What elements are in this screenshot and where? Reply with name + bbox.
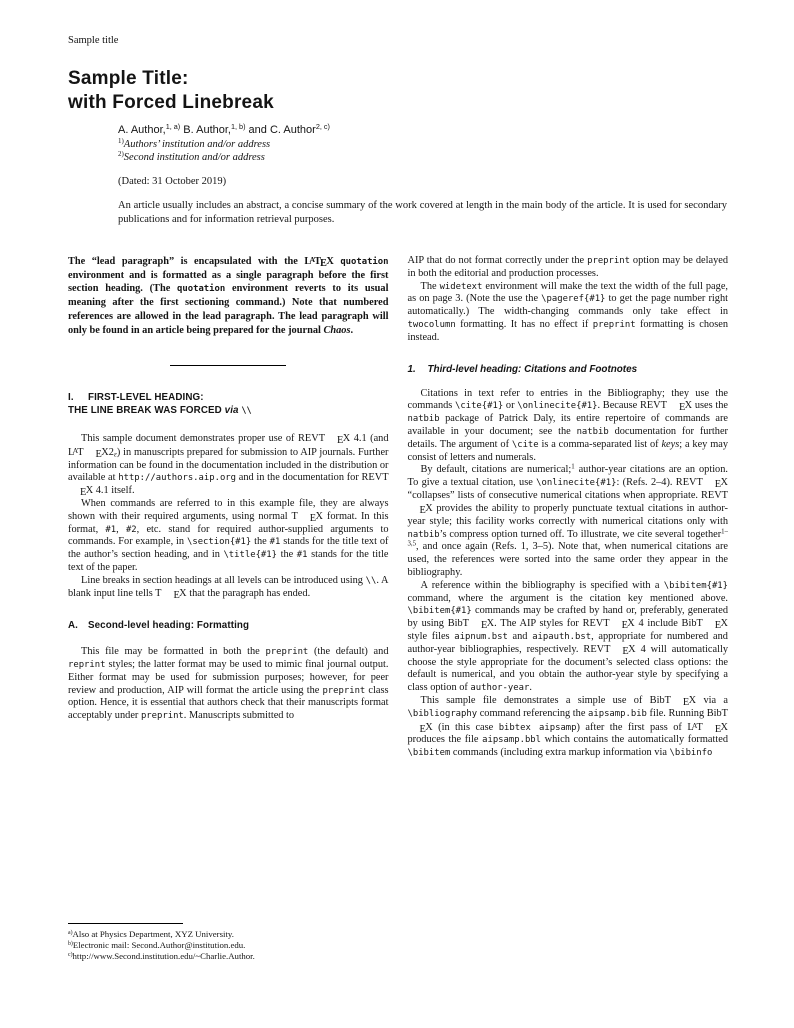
section-1-title: FIRST-LEVEL HEADING:: [88, 391, 204, 403]
footnote-a: $^{a)}$Also at Physics Department, XYZ University.: [68, 928, 234, 939]
section-1-number: I.: [68, 391, 74, 403]
authors-line: A. Author,$^{1, a)}$ B. Author,$^{1, b)}$ and C. Author$^{2, c)}$: [118, 122, 330, 137]
footnote-c: $^{c)}$http://www.Second.institution.edu/~Charlie.Author.: [68, 951, 255, 962]
subsubsection-heading-1: [408, 364, 729, 375]
paragraph: This sample file demonstrates a simple use of BibT EX via a \bibliography command referencing the aipsamp.bib file. Running BibTEX (in this case bibtex aipsamp) after the first pass of LAT EX produces the file aipsamp.bbl which contains the automatically formatted \bibitem commands (including extra markup information via \bibinfo: [407, 695, 728, 759]
dated-line: (Dated: 31 October 2019): [118, 175, 227, 187]
affiliation-1: $^{1)}$Authors’ institution and/or address: [118, 138, 271, 151]
footnote-b: $^{b)}$Electronic mail: Second.Author@institution.edu.: [68, 940, 246, 951]
page-title: [68, 67, 728, 115]
subsubsection-1-number: 1.: [407, 363, 416, 375]
right-column: [408, 255, 729, 963]
affiliation-2: $^{2)}$Second institution and/or address: [118, 151, 265, 164]
paragraph: AIP that do not format correctly under the preprint option may be delayed in both the editorial and production processes.: [407, 254, 728, 279]
subsection-heading-a: [68, 619, 389, 633]
paragraph: This file may be formatted in both the preprint (the default) and reprint styles; the latter format may be used to mimic final journal output. Either format may be used for submission purposes; however, for peer review and production, AIP will format the article using the preprint class option. Hence, it is essential that authors check that their manuscripts format acceptably under preprint. Manuscripts submitted to: [68, 646, 389, 722]
footnote-spacer: [68, 723, 389, 923]
title-line-2: with Forced Linebreak: [68, 92, 274, 114]
two-column-body: [68, 255, 728, 963]
paragraph: A reference within the bibliography is specified with a \bibitem{#1} command, where the argument is the citation key mentioned above. \bibitem{#1} commands may be crafted by hand or, preferably, generated by using BibT EX. The AIP styles for REVT EX 4 include BibT EX style files aipnum.bst and aipauth.bst, appropriate for numbered and author-year bibliographies, respectively. REVT EX 4 will automatically choose the style appropriate for the document’s selected class options: the default is numerical, and you obtain the author-year style by specifying a class option of author-year.: [407, 579, 728, 694]
paragraph: Citations in text refer to entries in the Bibliography; they use the commands \cite{#1} or \onlinecite{#1}. Because REVT EX uses the natbib package of Patrick Daly, its entire repertoire of commands are available in your document; see the natbib documentation for further details. The argument of \cite is a comma-separated list of keys; a key may consist of letters and numerals.: [407, 387, 728, 463]
paragraph: When commands are referred to in this example file, they are always shown with their required arguments, using normal T EX format. In this format, #1, #2, etc. stand for required author-supplied arguments to commands. For example, in \section{#1} the #1 stands for the title text of the author’s section heading, and in \title{#1} the #1 stands for the title text of the paper.: [68, 497, 389, 574]
footnote-rule: [68, 923, 183, 924]
section-heading-1: [68, 391, 389, 418]
paragraph: This sample document demonstrates proper use of REVT EX 4.1 (and LAT EX2ε) in manuscripts prepared for submission to AIP journals. Further information can be found in the documentation included in the distribution or available at http://authors.aip.org and in the documentation for REVTEX 4.1 itself.: [68, 432, 389, 499]
byline-block: [118, 124, 728, 186]
title-line-1: Sample Title:: [68, 68, 189, 89]
left-column: [68, 255, 389, 963]
subsection-a-title: Second-level heading: Formatting: [88, 620, 250, 632]
section-1-title-line2: THE LINE BREAK WAS FORCED via \\: [68, 405, 252, 417]
lead-paragraph: The “lead paragraph” is encapsulated with the LATEX quotation environment and is formatted as a single paragraph before the first section heading. (The quotation environment reverts to its usual meaning after the first sectioning command.) Note that numbered references are allowed in the lead paragraph. The lead paragraph will only be found in an article being prepared for the journal Chaos.: [68, 254, 389, 336]
paragraph: Line breaks in section headings at all levels can be introduced using \\. A blank input line tells T EX that the paragraph has ended.: [68, 574, 389, 601]
subsubsection-1-title: Third-level heading: Citations and Footnotes: [427, 363, 638, 375]
abstract: An article usually includes an abstract, a concise summary of the work covered at length in the main body of the article. It is used for secondary publications and for information retrieval purposes.: [118, 199, 727, 226]
paragraph: The widetext environment will make the text the width of the full page, as on page 3. (Note the use the \pageref{#1} to get the page number right automatically.) The width-changing commands only take effect in twocolumn formatting. It has no effect if preprint formatting is chosen instead.: [407, 280, 728, 343]
lead-separator-rule: [170, 365, 286, 366]
subsection-a-number: A.: [68, 620, 78, 632]
running-head: Sample title: [68, 35, 119, 46]
paragraph: By default, citations are numerical;$^1$ author-year citations are an option. To give a textual citation, use \onlinecite{#1}: (Refs. 2–4). REVT EX “collapses” lists of consecutive numerical citations when appropriate. REVTEX provides the ability to properly punctuate textual citations in author-year style; this facility works correctly with numerical citations only with natbib’s compress option turned off. To illustrate, we cite several together$^{1-3,5}$, and once again (Refs. 1, 3–5). Note that, when numerical citations are used, the references were sorted into the same order they appear in the bibliography.: [407, 463, 728, 578]
